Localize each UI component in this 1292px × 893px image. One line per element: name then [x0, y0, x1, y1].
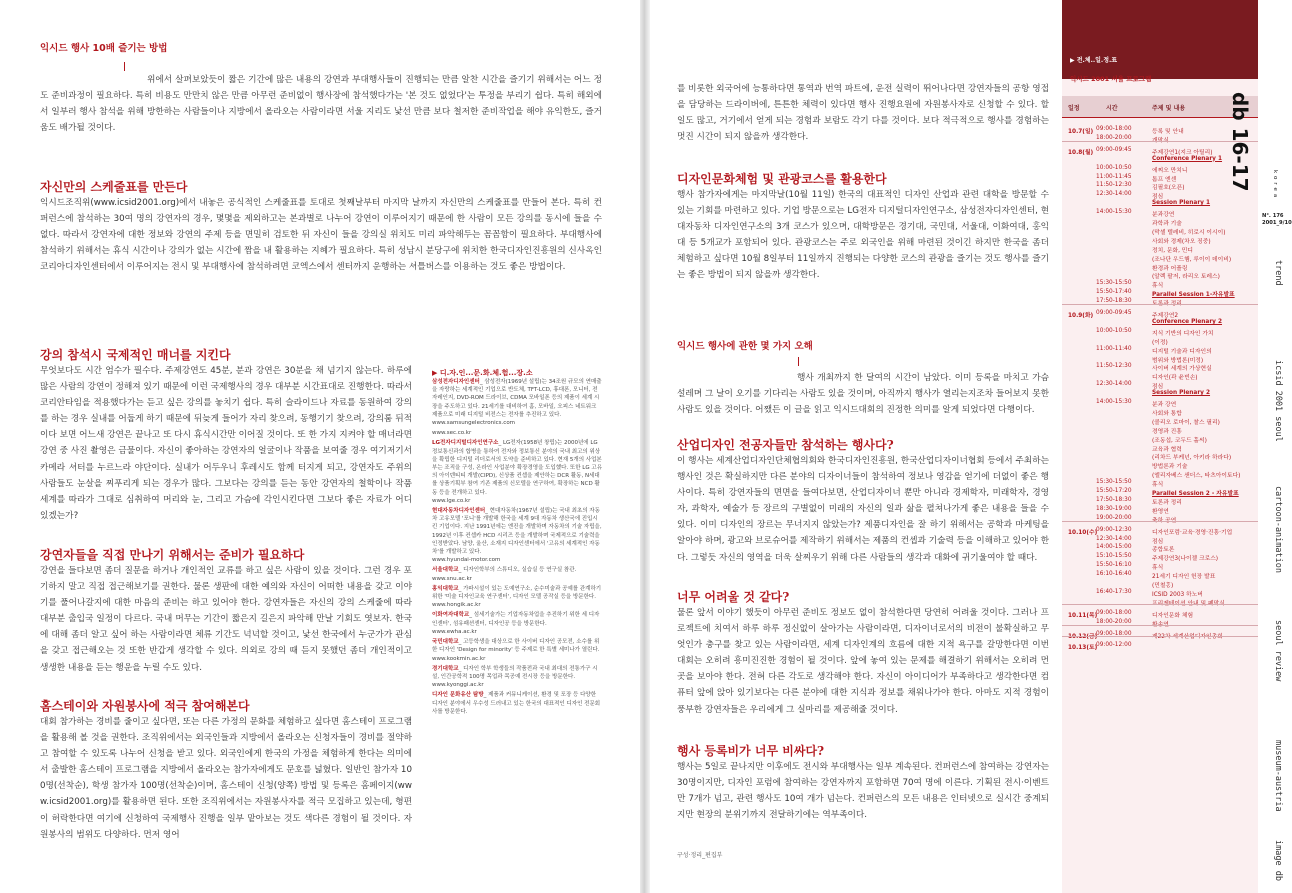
sidebar-entry-text: _ LG전자(1958년 창립)는 2000년에 LG정보통신과의 합병을 통하여 전자와 정보통신 분야의 국내 최고의 위상을 확립한 디지털 리더로서의 도약을 준비하고 있다. 현재 5개의 사업본부는 조직을 구성, 온라인 사업분야 확장경영을 도입했다. 또한 LG 고유의 아이덴티티 개발(CIPD), 신상품 컨셉을 제안하는 DCR 활동, N세대를 상품기획부 참여 기존 제품의 신모델을 연구하여, 확장하는 NCD 활동 등을 전개하고 있다.: [432, 440, 603, 496]
header-topic: 주제 및 내용: [1152, 105, 1186, 112]
schedule-topic: Conference Plenary 2: [1152, 318, 1223, 325]
magazine-brand: db 16-17: [1228, 92, 1252, 192]
schedule-topic: (리차드 부케넌, 아키라 하라다): [1152, 455, 1232, 462]
schedule-topic: (막셀 텔레비, 히로시 이시이): [1152, 229, 1226, 236]
schedule-topic: 정치, 문화, 민디: [1152, 247, 1193, 254]
schedule-row: [1062, 506, 1258, 514]
schedule-topic: 방법론과 기술: [1152, 464, 1188, 471]
section-tab[interactable]: trend: [1273, 260, 1283, 286]
schedule-row: [1062, 527, 1258, 535]
sidebar-entry-text: _ 삼성전자(1969년 설립)는 34조원 규모의 연매출을 자랑하는 세계적인 기업으로 반도체, TFT-LCD, 휴대폰, 모니터, 전자레인지, DVD-ROM 드라이브, CDMA 모바일폰 등의 제품이 세계 시장을 주도하고 있다. 21세기를 대비하여 홈, 모바일, 오피스 네트워크 제품으로 미래 디지털 비전스는 전자를 추진하고 있다.: [432, 379, 602, 418]
schedule-topic: 디자인포럼·교육·경영·진흥·기업: [1152, 529, 1233, 536]
schedule-time: 11:00-11:40: [1096, 345, 1132, 352]
schedule-topic: Parallel Session 1-자유발표: [1152, 292, 1235, 299]
schedule-time: 15:10-15:50: [1096, 553, 1132, 560]
schedule-time: 15:30-15:50: [1096, 280, 1132, 287]
schedule-topic: 주제강연2: [1152, 313, 1179, 319]
schedule-time: 09:00-12:00: [1096, 642, 1132, 649]
schedule-day: 10.7(일): [1068, 129, 1094, 135]
schedule-topic: 점심: [1152, 384, 1164, 391]
schedule-time: 16:10-16:40: [1096, 571, 1132, 578]
schedule-row: [1062, 254, 1258, 262]
schedule-topic: 주제강연1(지크 아틸리): [1152, 149, 1213, 156]
kicker-divider: [124, 62, 125, 71]
schedule-topic: 등록 및 안내: [1152, 129, 1184, 135]
schedule-day-divider: [1062, 521, 1258, 522]
schedule-row: [1062, 245, 1258, 253]
sidebar-entry-url[interactable]: www.hongik.ac.kr: [432, 602, 481, 609]
issue-number: N°. 176: [1262, 213, 1284, 219]
schedule-row: [1062, 553, 1258, 561]
sidebar-entry-url[interactable]: www.kookmin.ac.kr: [432, 655, 486, 662]
sidebar-entry-url[interactable]: www.hyundai-motor.com: [432, 557, 501, 564]
sidebar-entry-text: _ 제품과 커뮤니케이션, 환경 및 포장 등 다양한 디자인 분야에서 우수성 드러내고 있는 한국의 대표적인 디자인 전문회사를 방문한다.: [432, 692, 601, 715]
schedule-time: 12:30-14:00: [1096, 535, 1132, 542]
schedule-row: [1062, 236, 1258, 244]
schedule-topic: 경영과 진흥: [1152, 428, 1182, 435]
schedule-day-divider: [1062, 636, 1258, 637]
schedule-row: [1062, 390, 1258, 398]
section-text: 강연을 들다보면 좀더 질문을 하거나 개인적인 교류를 하고 싶은 사람이 있을 것이다. 그런 경우 포기하지 말고 직접 접근해보기를 권한다. 물론 생판에 대한 예의와 자신이 어떠한 내용을 갖고 이야기를 풀어나갈지에 대한 마음의 준비는 하고 있어야 한다. 강연자들은 자신의 강의 스케줄에 따라 대부분 출입국 일정이 다르다. 국내 머무는 기간이 짧은지 길은지 파악해 만날 기회도 엿보자. 한국에 대해 좀더 알고 싶어 하는 사람이라면 체류 기간도 넉넉할 것이고, 낯선 한국에서 누군가가 관심을 갖고 접근해오는 것 또한 반갑게 생각할 수 있다. 의외로 강의 때 듣지 못했던 좀더 개인적이고 생생한 내용을 듣는 행운을 누릴 수도 있다.: [40, 566, 412, 673]
schedule-section-label: ▶ 전.체..일.정.표: [1070, 57, 1118, 64]
schedule-row: [1062, 346, 1258, 354]
page-gutter: [640, 0, 650, 893]
sidebar-entry-name: 디자인 문화유산 탐방: [432, 692, 484, 699]
schedule-topic: 사이버 세계의 가상현실: [1152, 366, 1212, 373]
qa-text: 행사는 5일로 끝나지만 이후에도 전시와 부대행사는 일부 계속된다. 컨퍼런스에 참여하는 강연자는 30명이지만, 디자인 포럼에 참여하는 강연자까지 포함하면 70여 명에 이른다. 기획된 전시·이벤트만 7개가 넘고, 관련 행사도 10여 개가 넘는다. 컨퍼런스의 모든 내용은 인터넷으로 실시간 중계되지만 현장의 분위기까지 전달하기에는 역부족이다.: [677, 762, 1049, 821]
schedule-row: [1062, 497, 1258, 505]
schedule-day: 10.13(토): [1068, 645, 1098, 652]
schedule-row: [1062, 610, 1258, 618]
sidebar-entry-url[interactable]: www.samsungelectronics.com: [432, 420, 516, 427]
schedule-subtitle: 익시드 2001 서울 프로그램: [1070, 75, 1152, 83]
schedule-time: 15:50-16:10: [1096, 562, 1132, 569]
schedule-row: [1062, 470, 1258, 478]
section-tab[interactable]: cartoon-animation: [1273, 486, 1283, 573]
schedule-topic: 디자인문화 체험: [1152, 612, 1194, 619]
sidebar-entry-name: 현대자동차디자인센터: [432, 508, 486, 515]
sidebar-entry: [432, 439, 602, 505]
schedule-row: [1062, 319, 1258, 327]
schedule-topic: 디지털 기술과 디자인의: [1152, 348, 1212, 355]
schedule-time: 17:50-18:30: [1096, 298, 1132, 305]
schedule-topic: (콜리오 로마이, 찰스 필리): [1152, 419, 1220, 426]
sidebar-entry-name: 국민대학교: [432, 639, 459, 646]
schedule-row: [1062, 227, 1258, 235]
section-text: 무엇보다도 시간 엄수가 필수다. 주제강연도 45분, 분과 강연은 30분을 채 넘기지 않는다. 하루에 많은 사람의 강연이 정해져 있기 때문에 이런 국제행사의 경우 대부분 시간표대로 진행한다. 따라서 코리안타임을 적용했다가는 듣고 싶은 강의를 놓치기 쉽다. 특히 슬라이드나 자료를 동원하여 강의를 하는 경우 실내를 어둡게 하기 때문에 뒤늦게 들어가 자리 찾으려, 동행기기 찾으려, 강의룸 뒤적이다 보면 어느새 강연은 끝나고 또 다시 휴식시간만 이어질 것이다. 또 한 가지 지켜야 할 매너라면 강연 중 사진 촬영은 금물이다. 자신이 좋아하는 강연자의 얼굴이나 작품을 보여줄 경우 여기저기서 카메라 셔터를 누르느라 야단이다. 실내가 어두우니 후레시도 함께 터지게 되고, 강연자도 주위의 사람들도 눈살을 찌푸리게 되는 경우가 많다. 그보다는 강의를 듣는 동안 강연자의 철학이나 작품 세계를 따라가 그대로 심취하여 머리와 눈, 그리고 가슴에 각인시킨다면 그보다 좋은 자료가 어디 있겠는가?: [40, 366, 412, 521]
schedule-topic: 21세기 디자인 헌장 발표: [1152, 574, 1216, 581]
qa-heading: 행사 등록비가 너무 비싸다?: [677, 744, 825, 758]
schedule-day: [1068, 631, 1097, 640]
schedule-topic: 종합토론: [1152, 547, 1175, 554]
schedule-time: 14:00-15:30: [1096, 399, 1132, 405]
sidebar-entry: [432, 378, 602, 427]
schedule-day: 10.8(월): [1068, 149, 1094, 156]
sidebar-entry-name: 이화여자대학교: [432, 612, 470, 619]
schedule-topic: 환영연: [1152, 508, 1169, 515]
schedule-topic: Session Plenary 2: [1152, 390, 1211, 397]
schedule-time: 09:00-09:45: [1096, 146, 1132, 153]
schedule-topic: (엘리자베스 샌더스, 타츠아이토다): [1152, 473, 1241, 480]
section-text: 익시드조직위(www.icsid2001.org)에서 내놓은 공식적인 스케줄표를 토대로 첫째날부터 마지막 날까지 자신만의 스케줄표를 만들어 본다. 특히 컨퍼런스에 참석하는 30여 명의 강연자의 경우, 몇몇을 제외하고는 본과별로 나누어 강연이 이루어지기 때문에 한 사람이 모든 강의를 동시에 들을 수 없다. 따라서 강연자에 대한 정보와 강연의 주제 등을 면밀히 검토한 뒤 자신이 들을 강의실 위치도 미리 파악해두는 꼼꼼함이 필요하다. 부대행사에 참석하기 위해서는 휴식 시간이나 강의가 없는 시간에 짬을 내 활용하는 지혜가 필요하다. 특히 성남시 분당구에 위치한 한국디자인진흥원의 신사옥인 코리아디자인센터에서 이루어지는 전시 및 부대행사에 참석하려면 코엑스에서 센터까지 운행하는 셔틀버스를 이용하는 것도 좋은 방법이다.: [40, 198, 602, 273]
schedule-topic: 환경과 어플링: [1152, 265, 1188, 272]
schedule-row: [1062, 589, 1258, 597]
schedule-topic: 토론과 정리: [1152, 499, 1182, 506]
section-heading: 자신만의 스케줄표를 만든다: [40, 180, 188, 194]
sidebar-entry: [432, 429, 602, 437]
schedule-topic: 지식 기반의 디자인 가치: [1152, 330, 1214, 337]
schedule-topic: (조동섭, 코두드 홀씨): [1152, 437, 1207, 444]
schedule-time: 11:50-12:30: [1096, 363, 1132, 370]
schedule-row: [1062, 452, 1258, 460]
section-heading: 강연자들을 직접 만나기 위해서는 준비가 필요하다: [40, 548, 305, 562]
header-date: 일정: [1068, 105, 1080, 112]
schedule-topic: [1152, 515, 1176, 524]
schedule-time: 17:50-18:30: [1096, 496, 1132, 503]
schedule-row: [1062, 218, 1258, 226]
sidebar-entry-text: _ 가파시설이 있는 도예연구소, 순수미술과 공예를 관계하기 위한 '미술 디자인교육 연구센터', 디자인 모델 공작실 등을 방문한다.: [432, 585, 602, 601]
schedule-time: 12:30-14:00: [1096, 381, 1132, 388]
schedule-topic: (알렉 팔저, 라리오 토레스): [1152, 274, 1220, 281]
kicker-paragraph: 행사 개최까지 한 달여의 시간이 남았다. 이미 등록을 마치고 가슴 설레며 그 날이 오기를 기다리는 사람도 있을 것이며, 아직까지 행사가 열리는지조차 들어보지 못한 사람도 있을 것이다. 어쨌든 이 글을 읽고 익시드대회의 진정한 의미를 알게 되었다면 다행이다.: [677, 373, 1049, 416]
schedule-row: [1062, 544, 1258, 552]
kicker-title: 익시드 행사 10배 즐기는 방법: [40, 43, 168, 54]
schedule-row: [1062, 571, 1258, 579]
schedule-row: [1062, 337, 1258, 345]
sidebar-entry-name: LG전자디지털디자인연구소: [432, 440, 499, 447]
section-heading: 강의 참석시 국제적인 매너를 지킨다: [40, 348, 231, 362]
schedule-topic: 분과 강연: [1152, 402, 1177, 408]
schedule-time: 11:00-11:45: [1096, 173, 1132, 180]
section-tab[interactable]: museum-austria: [1273, 740, 1283, 812]
schedule-topic: 사회와 통합: [1152, 410, 1182, 417]
schedule-topic: Parallel Session 2 - 자유발표: [1152, 491, 1239, 497]
schedule-row: [1062, 310, 1258, 318]
schedule-topic: ICSID 2003 하노버: [1152, 591, 1203, 598]
schedule-topic: 점심: [1152, 194, 1164, 201]
sidebar-title: ▶ 디.자.인...문.화.체.험...장.소: [432, 369, 533, 377]
schedule-time: 09:00-18:00: [1096, 126, 1132, 132]
schedule-time: 12:30-14:00: [1096, 191, 1132, 198]
schedule-time: 14:00-15:00: [1096, 544, 1132, 551]
schedule-time: 18:00-20:00: [1096, 618, 1132, 625]
schedule-time: 09:00-18:00: [1096, 609, 1132, 616]
schedule-topic: 사회와 경제(차오 징중): [1152, 238, 1211, 245]
schedule-row: [1062, 271, 1258, 279]
schedule-row: [1062, 280, 1258, 288]
schedule-topic: 점심: [1152, 538, 1164, 545]
schedule-row: [1062, 461, 1258, 469]
schedule-time: 11:50-12:30: [1096, 182, 1132, 189]
schedule-time: 15:30-15:50: [1096, 479, 1132, 486]
schedule-topic: [1152, 298, 1182, 307]
sidebar-entry-name: 삼성전자디자인센터: [432, 379, 480, 385]
qa-heading: 너무 어려울 것 같다?: [677, 590, 790, 604]
schedule-time: 10:00-10:50: [1096, 327, 1132, 334]
sidebar-entry-url[interactable]: www.snu.ac.kr: [432, 575, 472, 582]
sidebar-entry-url[interactable]: www.sec.co.kr: [432, 430, 472, 437]
schedule-day: 10.10(수): [1068, 529, 1098, 536]
schedule-topic: 분과강연: [1152, 212, 1175, 219]
schedule-row: [1062, 209, 1258, 217]
schedule-time: 14:00-15:30: [1096, 209, 1132, 216]
schedule-time: 15:50-17:40: [1096, 289, 1132, 296]
intro-paragraph: 위에서 살펴보았듯이 짧은 기간에 많은 내용의 강연과 부대행사들이 진행되는 만큼 알찬 시간을 즐기기 위해서는 어느 정도 준비과정이 필요하다. 특히 비용도 만만치 않은 만큼 아무런 준비없이 행사장에 참석했다가는 '본 것도 없었다'는 투정을 부리기 쉽다. 특히 해외에서 일부러 행사 참석을 위해 방한하는 사람들이나 지방에서 올라오는 사람이라면 서울 지리도 낯선 만큼 보다 철저한 준비작업을 해야 유익한도, 즐거움도 배가될 것이다.: [40, 75, 602, 134]
schedule-time: 18:30-19:00: [1096, 505, 1132, 512]
credit-line: 구성·정리_편집부: [677, 852, 723, 859]
kicker-title: 익시드 행사에 관한 몇 가지 오해: [677, 341, 813, 352]
schedule-row: [1062, 328, 1258, 336]
schedule-row: [1062, 372, 1258, 380]
schedule-day: 10.9(화): [1068, 313, 1094, 319]
schedule-topic: (민철홍): [1152, 583, 1174, 589]
schedule-row: [1062, 562, 1258, 570]
section-tab[interactable]: image db: [1273, 840, 1283, 881]
schedule-row: [1062, 355, 1258, 363]
schedule-topic: 주제강연3(나이젤 크로스): [1152, 556, 1219, 563]
schedule-time: 10:00-10:50: [1096, 164, 1132, 171]
sidebar-entry: [432, 691, 602, 716]
schedule-topic: 휴식: [1152, 482, 1164, 489]
schedule-time: 09:00-09:45: [1096, 310, 1132, 316]
schedule-row: [1062, 488, 1258, 496]
left-page: [0, 0, 642, 893]
schedule-topic: 휴식: [1152, 565, 1164, 572]
schedule-row: [1062, 435, 1258, 443]
sidebar-entry-name: 서울대학교: [432, 567, 459, 574]
schedule-row: [1062, 642, 1258, 650]
intro-paragraph: 를 비롯한 외국어에 능통하다면 통역과 번역 파트에, 운전 실력이 뛰어나다면 강연자들의 공항 영접을 담당하는 드라이버에, 튼튼한 체력이 있다면 행사 진행요원에 자원봉사자로 신청할 수 있다. 할 일도 많고, 거기에서 얻게 되는 경험과 보람도 각기 다를 것이다. 보다 적극적으로 행사를 경험하는 멋진 시간이 되지 않을까 생각한다.: [677, 84, 1049, 143]
right-page: [650, 0, 1292, 893]
schedule-row: [1062, 408, 1258, 416]
sidebar-entry: [432, 585, 602, 610]
schedule-topic: 교육과 협력: [1152, 446, 1182, 453]
sidebar-entry-text: _ 디자인학부의 스튜디오, 실습실 등 연구실 참관.: [458, 567, 577, 574]
schedule-time: 15:50-17:20: [1096, 488, 1132, 494]
schedule-time: 09:00-12:30: [1096, 526, 1132, 533]
schedule-row: [1062, 426, 1258, 434]
sidebar-entry: [432, 611, 602, 636]
schedule-row: [1062, 200, 1258, 208]
schedule-row: [1062, 399, 1258, 407]
schedule-topic: 디자인(곽 윤빈손): [1152, 375, 1198, 382]
schedule-topic: Conference Plenary 1: [1152, 155, 1223, 162]
qa-text: 물론 앞서 이야기 했듯이 아무런 준비도 정보도 없이 참석한다면 당연히 어려울 것이다. 그러나 프로젝트에 치여서 하루 하루 정신없이 살아가는 사람이라면, 디자이너로서의 비전이 불확실하고 무엇인가 충구를 찾고 있는 사람이라면, 세계 디자인계의 흐름에 대한 지적 욕구를 갈망한다면 이번 대회는 오히려 흥미진진한 경험이 될 것이다. 앞에 놓여 있는 문제를 해결하기 위해서는 오히려 먼 곳을 보아야 한다. 전혀 다른 각도로 생각해야 한다. 자신이 아이디어가 부족하다고 생각한다면 컴퓨터 앞에 앉아 있기보다는 다른 분야에 대한 지식과 정보를 채워나가야 한다. 아마도 지적 경험이 풍부한 강연자들은 우리에게 그 실마리를 제공해줄 것이다.: [677, 608, 1049, 715]
sidebar-entry-text: _ 디자인 학부 학생들의 작품전과 국내 최대의 전통가구 시설, 인간공학적 100명 목업과 목공예 전시장 등을 방문한다.: [432, 665, 598, 680]
issue-date: 2001_9/10: [1262, 219, 1292, 226]
schedule-header-band: [1062, 0, 1258, 79]
schedule-row: [1062, 479, 1258, 487]
sidebar-entry: [432, 566, 602, 582]
issue-info: [1262, 213, 1292, 226]
sidebar-entry-url[interactable]: www.kyonggi.ac.kr: [432, 682, 484, 689]
schedule-row: [1062, 417, 1258, 425]
sidebar-entry-name: 경기대학교: [432, 665, 459, 672]
schedule-row: [1062, 381, 1258, 389]
sidebar-entry-url[interactable]: www.ewha.ac.kr: [432, 628, 477, 635]
schedule-topic: [1152, 598, 1225, 607]
sidebar-entry-url[interactable]: www.lge.co.kr: [432, 497, 471, 504]
schedule-row: [1062, 536, 1258, 544]
schedule-topic: 김필호(오픈): [1152, 185, 1185, 192]
section-text: 대회 참가하는 경비를 줄이고 싶다면, 또는 다른 가정의 문화를 체험하고 싶다면 홈스테이 프로그램을 활용해 볼 것을 권한다. 조직위에서는 외국인들과 지방에서 올라오는 신청자들이 경비를 절약하고 참여할 수 있도록 나누어 신청을 받고 있다. 외국인에게 한국의 가정을 체험하게 한다는 의미에서 출발한 홈스테이 프로그램을 지방에서 올라오는 참가자에게도 문호를 넓혔다. 일반인 참가자 100명(선착순), 학생 참가자 100명(선착순)이며, 홈스테이 신청(양쪽) 방법 및 등록은 홈페이지(www.icsid2001.org)를 활용하면 된다. 또한 조직위에서는 자원봉사자를 적극 모집하고 있는데, 형편이 허락한다면 여기에 신청하여 국제행사 진행을 일부 맡아보는 것도 색다른 경험이 될 것이다. 자원봉사의 범위도 다양하다. 먼저 영어: [40, 717, 412, 840]
schedule-day: 10.11(목): [1068, 612, 1098, 619]
schedule-row: [1062, 363, 1258, 371]
schedule-topic: [1152, 135, 1169, 144]
section-heading: 홈스테이와 자원봉사에 적극 참여해본다: [40, 699, 250, 713]
section-tab[interactable]: seoul review: [1273, 620, 1283, 682]
schedule-topic: (조나단 우드햄, 루이이 데이비): [1152, 256, 1232, 263]
schedule-day-divider: [1062, 625, 1258, 626]
sidebar-entry: [432, 665, 602, 690]
schedule-time: 18:00-20:00: [1096, 134, 1132, 141]
schedule-day-divider: [1062, 604, 1258, 605]
schedule-row: [1062, 580, 1258, 588]
schedule-topic: 과학과 기술: [1152, 221, 1182, 227]
schedule-row: [1062, 191, 1258, 199]
schedule-topic: [1152, 619, 1169, 628]
sidebar-entry: [432, 507, 602, 564]
sidebar-entry-name: 홍익대학교: [432, 585, 459, 592]
schedule-time: 16:40-17:30: [1096, 588, 1132, 595]
kicker-divider: [798, 357, 799, 366]
header-time: 시간: [1106, 105, 1118, 112]
sidebar-entry: [432, 638, 602, 663]
schedule-row: [1062, 263, 1258, 271]
sidebar-entry-text: _ 현대자동차(1967년 설립)는 국내 최초의 자동차 고유모델 '포니'를 개발해 한국을 세계 9대 자동차 생산국에 진입시킨 기업이다. 지난 1991년에는 엔진을 개발하며 자동차의 기술 자립을, 1992년 이후 컨셉카 HCD 시리즈 등을 개발하며 국제적으로 기술력을 인정받았다. 남양, 울산, 소재지 디자인센터에서 '고유의 세계적인 자동차'를 개발하고 있다.: [432, 508, 602, 556]
sidebar-entries: [432, 378, 602, 828]
schedule-row: [1062, 444, 1258, 452]
qa-heading: 산업디자인 전공자들만 참석하는 행사다?: [677, 438, 894, 452]
schedule-row: [1062, 289, 1258, 297]
schedule-topic: [1152, 631, 1223, 640]
schedule-day-divider: [1062, 304, 1258, 305]
korea-label: korea: [1272, 170, 1278, 201]
schedule-time: 09:00-18:00: [1096, 630, 1132, 637]
sidebar-entry-text: _ 고등학생을 대상으로 한 사이버 디자인 공모전, 소수를 위한 디자인 'Design for minority' 등 주제로 한 특별 세미나가 열린다.: [432, 639, 600, 654]
sidebar-entry-text: _ 섬세기술가는 기업자동차업을 추진하기 위한 세 디자인센터', 섬유패션센터, 디자인공 등을 방문한다.: [432, 612, 600, 627]
schedule-topic: Session Plenary 1: [1152, 200, 1211, 207]
section-text: 행사 참가자에게는 마지막날(10월 11일) 한국의 대표적인 디자인 산업과 관련 대학을 방문할 수 있는 기회를 마련하고 있다. 기업 방문으로는 LG전자 디지털디자인연구소, 삼성전자디자인센터, 현대자동차 디자인연구소의 3개 코스가 있으며, 대학방문은 경기대, 국민대, 서울대, 이화여대, 홍익대 등 5개교가 포함되어 있다. 관광코스는 주로 외국인을 위해 마련된 것이긴 하지만 한국을 좀더 체험하고 싶다면 10월 8일부터 11일까지 진행되는 다양한 코스의 관광을 즐기는 것도 행사를 즐기는 좋은 방법이 되지 않을까 생각한다.: [677, 190, 1050, 281]
section-tab[interactable]: icsid 2001 seoul: [1273, 360, 1283, 442]
section-heading: 디자인문화체험 및 관광코스를 활용한다: [677, 172, 887, 186]
schedule-topic: 범위와 방법론(미정): [1152, 357, 1204, 364]
schedule-topic: 휴식: [1152, 283, 1164, 290]
schedule-topic: (이정): [1152, 339, 1168, 346]
qa-text: 이 행사는 세계산업디자인단체협의회와 한국디자인진흥원, 한국산업디자이너협회 등에서 주최하는 행사인 것은 확실하지만 다른 분야의 디자이너들이 참석하여 정보나 영감을 얻기에 더없이 좋은 행사이다. 특히 강연자들의 면면을 들여다보면, 산업디자이너 뿐만 아니라 경제학자, 미래학자, 경영자, 과학자, 예술가 등 장르의 구별없이 미래의 자신의 일과 삶을 펼쳐나가게 좋은 내용을 들을 수 있다. 이미 디자인의 장르는 무너지지 않았는가? 제품디자인을 잘 하기 위해서는 공학과 마케팅을 알아야 하며, 광고와 브로슈어를 제작하기 위해서는 제품의 컨셉과 기술력 등을 이해하고 있어야 한다. 그렇듯 자신의 영역을 더욱 살찌우기 위해 다른 사람들의 생각과 대화에 귀기울여야 할 때다.: [677, 456, 1049, 563]
schedule-topic: 에찌오 만치니: [1152, 167, 1188, 174]
schedule-topic: 톰프 엔센: [1152, 176, 1177, 183]
schedule-time: 19:00-20:00: [1096, 514, 1132, 521]
